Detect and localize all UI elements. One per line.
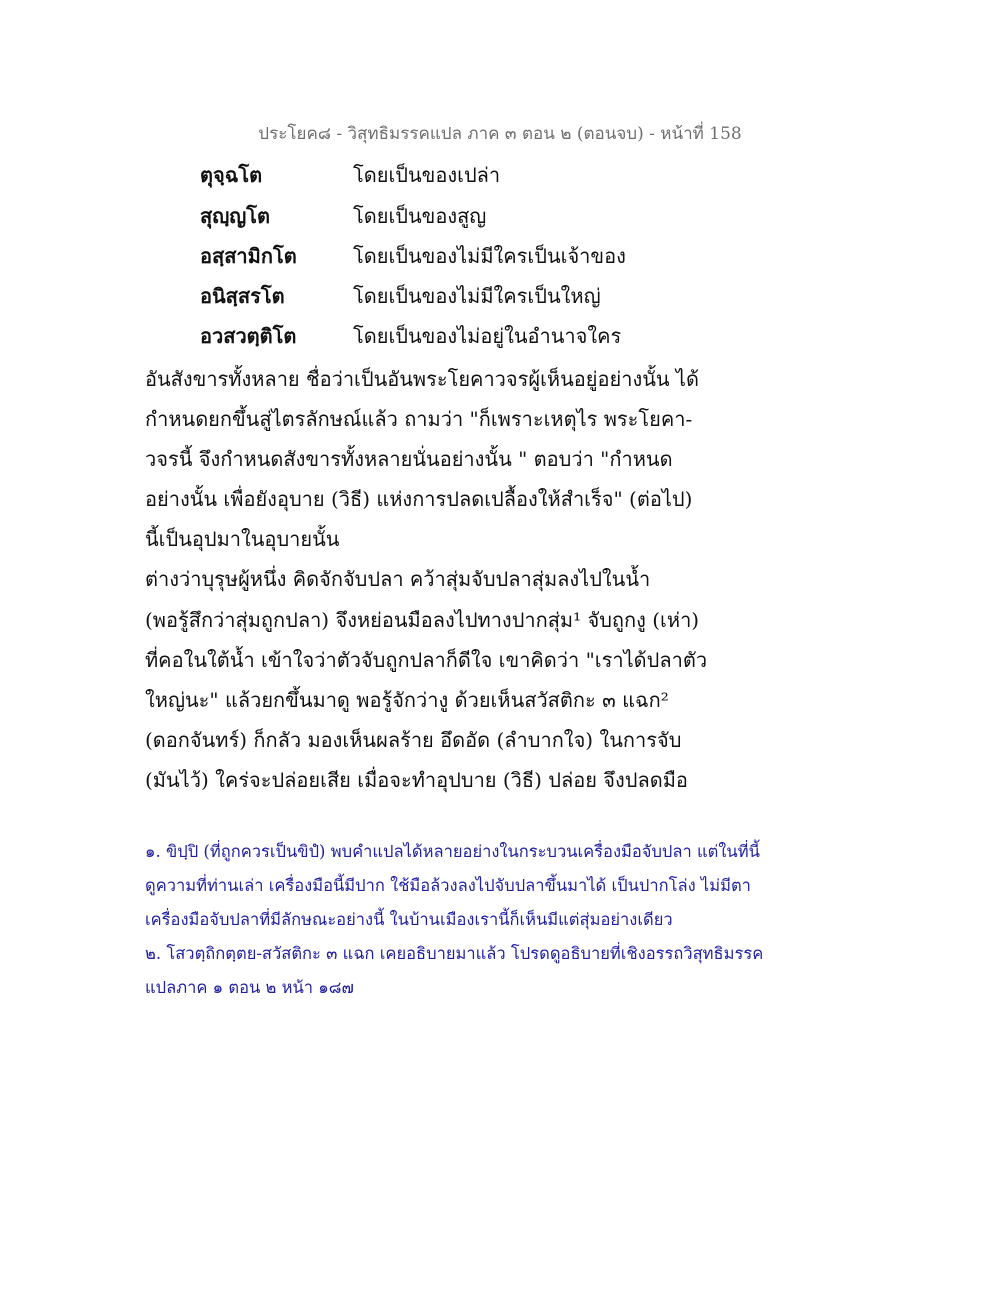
body-text-line: วจรนี้ จึงกำหนดสังขารทั้งหลายนั่นอย่างนั้น " ตอบว่า "กำหนด <box>145 447 673 471</box>
footnote-line: ๑. ขิปฺปิ (ที่ถูกควรเป็นขิปํ) พบคำแปลได้หลายอย่างในกระบวนเครื่องมือจับปลา แต่ในที่นี้ <box>145 842 760 861</box>
pali-term: อนิสฺสรโต <box>200 284 285 308</box>
pali-term: อสฺสามิกโต <box>200 244 297 268</box>
body-text-line: (มันไว้) ใคร่จะปล่อยเสีย เมื่อจะทำอุปบาย (วิธี) ปล่อย จึงปลดมือ <box>145 768 688 792</box>
body-text-line: ใหญ่นะ" แล้วยกขึ้นมาดู พอรู้จักว่างู ด้วยเห็นสวัสติกะ ๓ แฉก² <box>145 688 669 712</box>
pali-term: อวสวตฺติโต <box>200 324 297 348</box>
term-meaning: โดยเป็นของไม่อยู่ในอำนาจใคร <box>353 324 622 348</box>
body-text-line: อันสังขารทั้งหลาย ชื่อว่าเป็นอันพระโยคาวจรผู้เห็นอยู่อย่างนั้น ได้ <box>145 367 699 391</box>
footnote-line: แปลภาค ๑ ตอน ๒ หน้า ๑๘๗ <box>145 978 354 997</box>
body-text-line: นี้เป็นอุปมาในอุบายนั้น <box>145 527 340 551</box>
term-meaning: โดยเป็นของสูญ <box>353 204 487 228</box>
pali-term: สุญฺญโต <box>200 204 271 228</box>
footnote-line: ๒. โสวตฺถิกตฺตย-สวัสติกะ ๓ แฉก เคยอธิบายมาแล้ว โปรดดูอธิบายที่เชิงอรรถวิสุทธิมรรค <box>145 944 764 963</box>
pali-term: ตุจฺฉโต <box>200 163 263 187</box>
footnote-line: ดูความที่ท่านเล่า เครื่องมือนี้มีปาก ใช้มือล้วงลงไปจับปลาขึ้นมาได้ เป็นปากโล่ง ไม่มีตา <box>145 876 751 895</box>
term-meaning: โดยเป็นของไม่มีใครเป็นใหญ่ <box>353 284 601 308</box>
body-text-line: (ดอกจันทร์) ก็กลัว มองเห็นผลร้าย อึดอัด (ลำบากใจ) ในการจับ <box>145 728 682 752</box>
footnote-line: เครื่องมือจับปลาที่มีลักษณะอย่างนี้ ในบ้านเมืองเรานี้ก็เห็นมีแต่สุ่มอย่างเดียว <box>145 910 673 929</box>
term-row <box>200 316 800 356</box>
page-header: ประโยค๘ - วิสุทธิมรรคแปล ภาค ๓ ตอน ๒ (ตอนจบ) - หน้าที่ 158 <box>258 124 742 144</box>
term-row <box>200 276 800 316</box>
body-text-line: ที่คอในใต้น้ำ เข้าใจว่าตัวจับถูกปลาก็ดีใจ เขาคิดว่า "เราได้ปลาตัว <box>145 648 708 672</box>
body-text-line: ต่างว่าบุรุษผู้หนึ่ง คิดจักจับปลา คว้าสุ่มจับปลาสุ่มลงไปในน้ำ <box>145 567 651 591</box>
body-text-line: (พอรู้สึกว่าสุ่มถูกปลา) จึงหย่อนมือลงไปทางปากสุ่ม¹ จับถูกงู (เห่า) <box>145 608 700 632</box>
body-text-line: กำหนดยกขึ้นสู่ไตรลักษณ์แล้ว ถามว่า "ก็เพราะเหตุไร พระโยคา- <box>145 407 693 431</box>
term-row <box>200 196 800 236</box>
term-meaning: โดยเป็นของเปล่า <box>353 163 501 187</box>
term-row <box>200 155 800 195</box>
term-meaning: โดยเป็นของไม่มีใครเป็นเจ้าของ <box>353 244 626 268</box>
body-text-line: อย่างนั้น เพื่อยังอุบาย (วิธี) แห่งการปลดเปลื้องให้สำเร็จ" (ต่อไป) <box>145 487 693 511</box>
term-row <box>200 236 800 276</box>
